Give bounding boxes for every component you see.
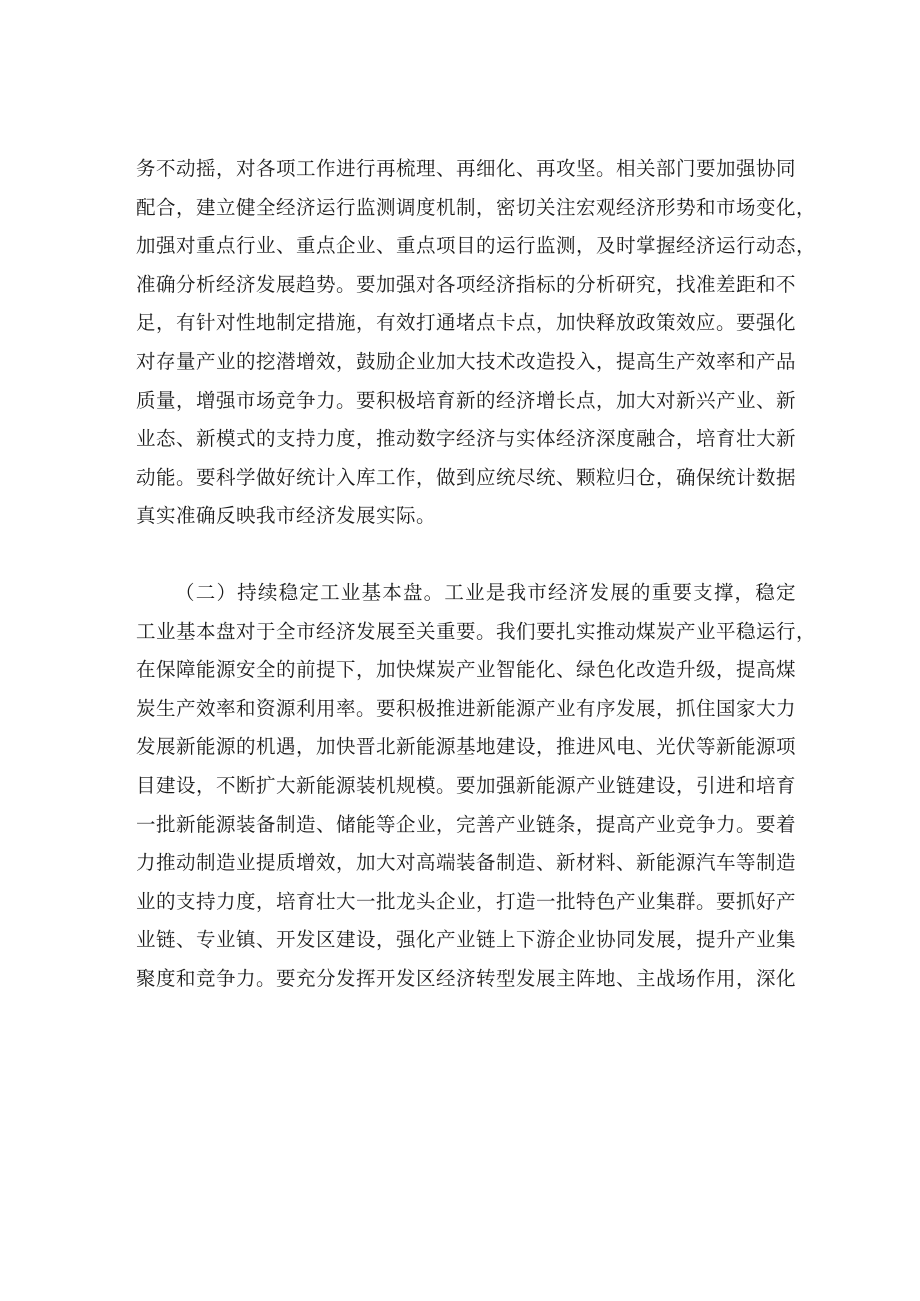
text-line: 务不动摇，对各项工作进行再梳理、再细化、再攻坚。相关部门要加强协同 [136,157,797,180]
text-line: 发展新能源的机遇，加快晋北新能源基地建设，推进风电、光伏等新能源项 [136,735,797,759]
paragraph-industrial-base [136,574,817,999]
text-line: 加强对重点行业、重点企业、重点项目的运行监测，及时掌握经济运行动态， [136,234,817,258]
text-line: 炭生产效率和资源利用率。要积极推进新能源产业有序发展，抓住国家大力 [136,696,797,720]
paragraph-economic-monitoring [136,150,817,536]
text-line: 业的支持力度，培育壮大一批龙头企业，打造一批特色产业集群。要抓好产 [136,889,797,913]
text-line: 力推动制造业提质增效，加大对高端装备制造、新材料、新能源汽车等制造 [136,851,797,875]
text-line: 配合，建立健全经济运行监测调度机制，密切关注宏观经济形势和市场变化， [136,195,817,219]
text-line: 在保障能源安全的前提下，加快煤炭产业智能化、绿色化改造升级，提高煤 [136,658,797,682]
text-line: 目建设，不断扩大新能源装机规模。要加强新能源产业链建设，引进和培育 [136,773,797,797]
text-line: 准确分析经济发展趋势。要加强对各项经济指标的分析研究，找准差距和不 [136,272,797,296]
section-heading-line: （二）持续稳定工业基本盘。工业是我市经济发展的重要支撑，稳定 [175,580,796,604]
text-line: 业链、专业镇、开发区建设，强化产业链上下游企业协同发展，提升产业集 [136,928,797,952]
text-line: 聚度和竞争力。要充分发挥开发区经济转型发展主阵地、主战场作用，深化 [136,966,797,990]
text-line: 一批新能源装备制造、储能等企业，完善产业链条，提高产业竞争力。要着 [136,812,797,836]
text-line: 对存量产业的挖潜增效，鼓励企业加大技术改造投入，提高生产效率和产品 [136,349,797,373]
text-line: 真实准确反映我市经济发展实际。 [136,504,437,528]
paragraph-spacer [136,536,796,574]
document-body [136,150,817,998]
text-line: 足，有针对性地制定措施，有效打通堵点卡点，加快释放政策效应。要强化 [136,311,797,335]
text-line: 质量，增强市场竞争力。要积极培育新的经济增长点，加大对新兴产业、新 [136,388,797,412]
text-line: 工业基本盘对于全市经济发展至关重要。我们要扎实推动煤炭产业平稳运行， [136,619,817,643]
text-line: 业态、新模式的支持力度，推动数字经济与实体经济深度融合，培育壮大新 [136,427,797,451]
text-line: 动能。要科学做好统计入库工作，做到应统尽统、颗粒归仓，确保统计数据 [136,465,797,489]
